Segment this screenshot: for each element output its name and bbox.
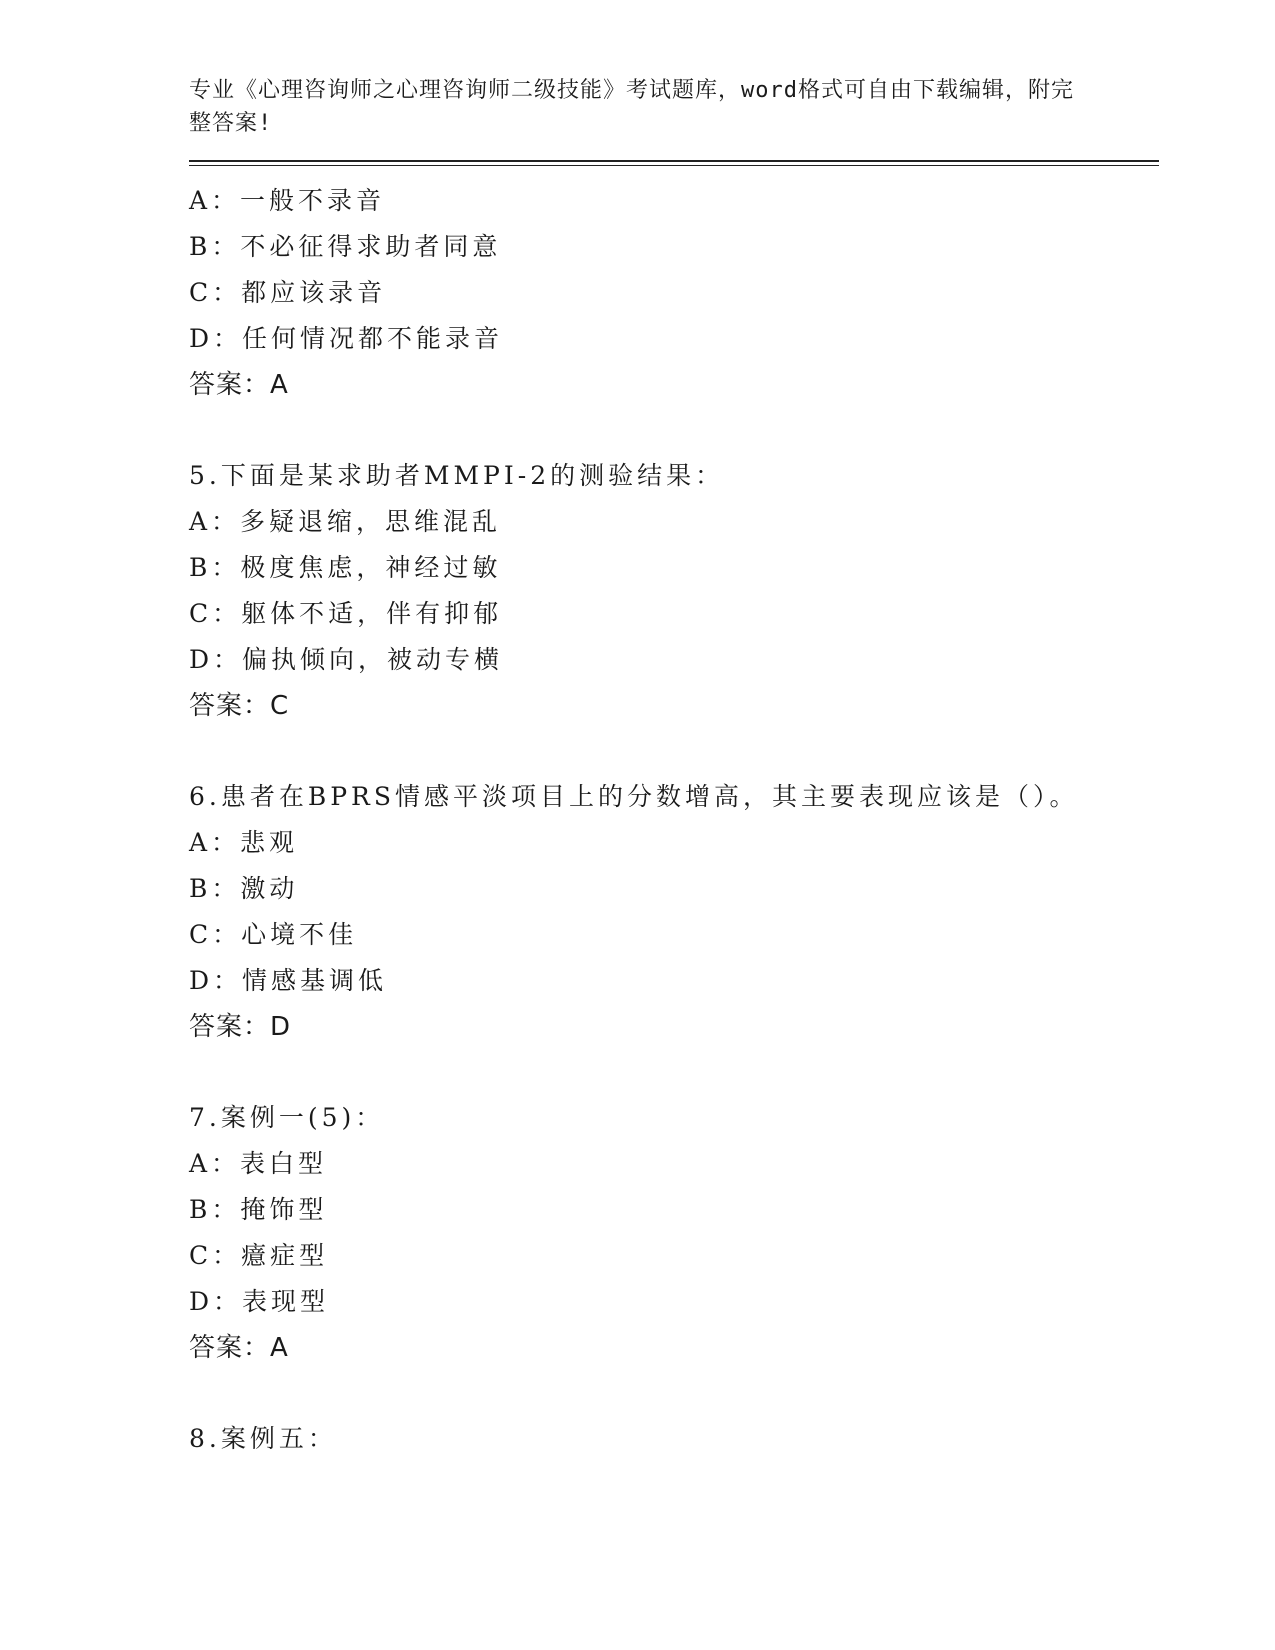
option-a: A：一般不录音 — [189, 186, 386, 215]
question-text: 5.下面是某求助者MMPI-2的测验结果： — [189, 461, 725, 490]
option-a: A：多疑退缩，思维混乱 — [189, 507, 502, 536]
option-c: C：癔症型 — [189, 1241, 329, 1270]
question-text: 7.案例一(5)： — [189, 1103, 385, 1132]
question-block-7 — [189, 1095, 1159, 1371]
option-d: D：表现型 — [189, 1287, 330, 1316]
option-c: C：躯体不适，伴有抑郁 — [189, 599, 503, 628]
document-header: 专业《心理咨询师之心理咨询师二级技能》考试题库，word格式可自由下载编辑，附完整答案! — [189, 78, 1074, 136]
question-text: 6.患者在BPRS情感平淡项目上的分数增高，其主要表现应该是（）。 — [189, 782, 1079, 811]
question-block-6 — [189, 774, 1159, 1050]
question-list — [189, 178, 1159, 1462]
answer-line: 答案：A — [189, 1333, 289, 1363]
answer-line: 答案：D — [189, 1012, 292, 1042]
question-block-4 — [189, 178, 1159, 408]
answer-line: 答案：A — [189, 370, 289, 400]
question-text: 8.案例五： — [189, 1424, 337, 1453]
option-b: B：不必征得求助者同意 — [189, 232, 502, 261]
option-b: B：掩饰型 — [189, 1195, 328, 1224]
option-c: C：心境不佳 — [189, 920, 358, 949]
option-b: B：激动 — [189, 874, 299, 903]
option-d: D：任何情况都不能录音 — [189, 324, 504, 353]
header-divider — [189, 160, 1159, 166]
document-page — [189, 0, 1159, 1462]
question-block-5 — [189, 453, 1159, 729]
question-block-8 — [189, 1416, 1159, 1462]
option-c: C：都应该录音 — [189, 278, 387, 307]
answer-line: 答案：C — [189, 691, 290, 721]
option-a: A：悲观 — [189, 828, 299, 857]
option-a: A：表白型 — [189, 1149, 328, 1178]
option-b: B：极度焦虑，神经过敏 — [189, 553, 502, 582]
option-d: D：情感基调低 — [189, 966, 388, 995]
option-d: D：偏执倾向，被动专横 — [189, 645, 504, 674]
